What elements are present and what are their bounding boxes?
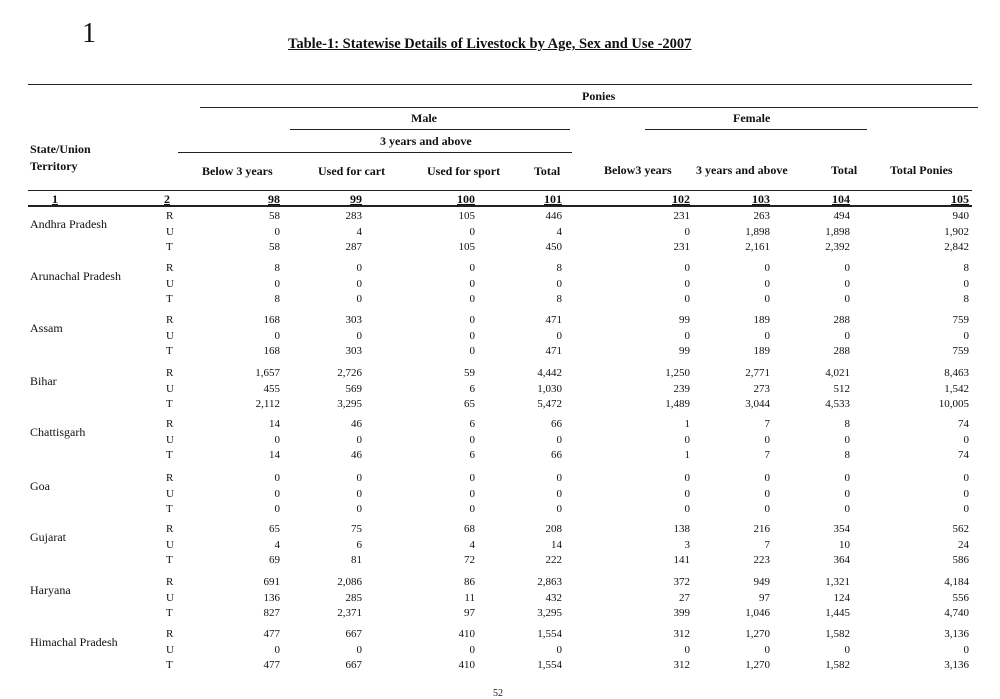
table-cell: 0 <box>274 487 280 500</box>
table-cell: 0 <box>844 433 850 446</box>
table-cell: 4 <box>274 538 280 551</box>
table-cell: 1,554 <box>537 628 562 640</box>
table-cell: 667 <box>345 659 362 671</box>
table-cell: 0 <box>274 433 280 446</box>
area-code: T <box>166 398 173 410</box>
state-name: Assam <box>30 321 63 335</box>
table-cell: 1,445 <box>825 607 850 619</box>
table-cell: 0 <box>556 277 562 290</box>
table-cell: 222 <box>545 554 562 566</box>
table-cell: 263 <box>753 210 770 222</box>
column-number: 2 <box>164 192 170 206</box>
table-cell: 477 <box>263 628 280 640</box>
table-cell: 74 <box>958 449 969 461</box>
state-name: Andhra Pradesh <box>30 217 107 231</box>
column-number: 99 <box>350 192 362 206</box>
table-cell: 66 <box>551 449 562 461</box>
area-code: T <box>166 607 173 619</box>
table-cell: 72 <box>464 554 475 566</box>
table-cell: 8 <box>556 293 562 305</box>
table-cell: 1,046 <box>745 607 770 619</box>
table-cell: 0 <box>844 503 850 515</box>
table-cell: 288 <box>833 314 850 326</box>
area-code: T <box>166 503 173 515</box>
table-cell: 586 <box>952 554 969 566</box>
table-cell: 1,270 <box>745 659 770 671</box>
table-cell: 1,321 <box>825 576 850 588</box>
table-cell: 446 <box>545 210 562 222</box>
table-cell: 8,463 <box>944 367 969 379</box>
table-cell: 1,250 <box>665 367 690 379</box>
table-cell: 0 <box>556 503 562 515</box>
table-cell: 0 <box>356 503 362 515</box>
header-female-3plus: 3 years and above <box>696 163 788 177</box>
table-cell: 2,726 <box>337 367 362 379</box>
column-number: 102 <box>672 192 690 206</box>
area-code: U <box>166 591 174 604</box>
header-total-ponies: Total Ponies <box>890 163 953 177</box>
table-cell: 0 <box>274 503 280 515</box>
table-cell: 2,392 <box>825 241 850 253</box>
table-cell: 399 <box>673 607 690 619</box>
table-cell: 8 <box>963 293 969 305</box>
table-cell: 7 <box>764 449 770 461</box>
table-cell: 1,542 <box>944 382 969 395</box>
page-footer: 52 <box>493 688 503 699</box>
table-cell: 2,863 <box>537 576 562 588</box>
table-cell: 303 <box>345 345 362 357</box>
table-cell: 0 <box>963 503 969 515</box>
table-cell: 136 <box>263 591 280 604</box>
table-cell: 0 <box>274 643 280 656</box>
table-cell: 562 <box>952 523 969 535</box>
state-name: Gujarat <box>30 530 66 544</box>
table-cell: 0 <box>764 503 770 515</box>
area-code: U <box>166 538 174 551</box>
area-code: U <box>166 643 174 656</box>
table-cell: 273 <box>753 382 770 395</box>
table-cell: 231 <box>673 241 690 253</box>
table-cell: 168 <box>263 345 280 357</box>
table-cell: 3,295 <box>537 607 562 619</box>
rule-top <box>28 84 972 85</box>
table-cell: 0 <box>469 262 475 274</box>
table-cell: 410 <box>458 659 475 671</box>
table-cell: 0 <box>469 293 475 305</box>
table-cell: 58 <box>269 210 280 222</box>
table-cell: 2,371 <box>337 607 362 619</box>
table-cell: 0 <box>764 643 770 656</box>
table-cell: 4,740 <box>944 607 969 619</box>
table-cell: 0 <box>356 293 362 305</box>
table-cell: 7 <box>764 538 770 551</box>
table-cell: 471 <box>545 345 562 357</box>
table-cell: 0 <box>356 433 362 446</box>
table-cell: 0 <box>764 472 770 484</box>
table-cell: 24 <box>958 538 969 551</box>
table-cell: 8 <box>844 418 850 430</box>
table-cell: 6 <box>469 418 475 430</box>
table-cell: 0 <box>356 329 362 342</box>
table-cell: 8 <box>844 449 850 461</box>
table-cell: 471 <box>545 314 562 326</box>
table-cell: 4,533 <box>825 398 850 410</box>
area-code: U <box>166 329 174 342</box>
table-cell: 285 <box>345 591 362 604</box>
table-cell: 14 <box>551 538 562 551</box>
table-cell: 10,005 <box>938 398 969 410</box>
table-cell: 303 <box>345 314 362 326</box>
table-cell: 0 <box>684 262 690 274</box>
state-name: Arunachal Pradesh <box>30 269 121 283</box>
table-cell: 0 <box>469 225 475 238</box>
table-cell: 0 <box>274 472 280 484</box>
table-title: Table-1: Statewise Details of Livestock by Age, Sex and Use -2007 <box>288 36 692 52</box>
table-cell: 0 <box>684 472 690 484</box>
table-cell: 288 <box>833 345 850 357</box>
table-cell: 455 <box>263 382 280 395</box>
table-cell: 14 <box>269 418 280 430</box>
table-cell: 27 <box>679 591 690 604</box>
table-cell: 97 <box>759 591 770 604</box>
table-cell: 0 <box>684 643 690 656</box>
header-state-line1: State/Union <box>30 142 91 156</box>
area-code: R <box>166 418 174 430</box>
table-cell: 2,161 <box>745 241 770 253</box>
table-cell: 3,044 <box>745 398 770 410</box>
table-cell: 477 <box>263 659 280 671</box>
area-code: R <box>166 472 174 484</box>
column-number: 98 <box>268 192 280 206</box>
header-used-cart: Used for cart <box>318 164 386 178</box>
header-state-line2: Territory <box>30 159 78 173</box>
table-cell: 0 <box>963 472 969 484</box>
area-code: T <box>166 554 173 566</box>
state-name: Himachal Pradesh <box>30 635 118 649</box>
table-cell: 97 <box>464 607 475 619</box>
table-cell: 189 <box>753 345 770 357</box>
table-cell: 0 <box>556 643 562 656</box>
table-cell: 1,898 <box>745 225 770 238</box>
header-male: Male <box>411 111 437 125</box>
table-cell: 0 <box>844 262 850 274</box>
table-cell: 0 <box>963 433 969 446</box>
state-name: Chattisgarh <box>30 425 86 439</box>
table-cell: 105 <box>458 210 475 222</box>
table-cell: 0 <box>556 487 562 500</box>
rule-ponies <box>200 107 978 108</box>
area-code: U <box>166 382 174 395</box>
area-code: R <box>166 210 174 222</box>
table-cell: 124 <box>833 591 850 604</box>
state-name: Goa <box>30 479 50 493</box>
table-cell: 949 <box>753 576 770 588</box>
header-below-3: Below 3 years <box>202 164 273 178</box>
table-cell: 86 <box>464 576 475 588</box>
table-cell: 450 <box>545 241 562 253</box>
table-cell: 0 <box>684 487 690 500</box>
table-cell: 208 <box>545 523 562 535</box>
table-cell: 1,657 <box>255 367 280 379</box>
table-cell: 7 <box>764 418 770 430</box>
table-cell: 0 <box>963 487 969 500</box>
area-code: R <box>166 367 174 379</box>
column-number: 101 <box>544 192 562 206</box>
table-cell: 46 <box>351 418 362 430</box>
area-code: U <box>166 433 174 446</box>
header-female: Female <box>733 111 771 125</box>
table-cell: 59 <box>464 367 475 379</box>
table-cell: 1,270 <box>745 628 770 640</box>
table-cell: 410 <box>458 628 475 640</box>
area-code: R <box>166 314 174 326</box>
table-cell: 75 <box>351 523 362 535</box>
table-cell: 0 <box>556 472 562 484</box>
table-cell: 138 <box>673 523 690 535</box>
area-code: R <box>166 628 174 640</box>
table-cell: 1,582 <box>825 628 850 640</box>
table-cell: 0 <box>764 293 770 305</box>
table-cell: 287 <box>345 241 362 253</box>
table-cell: 0 <box>356 262 362 274</box>
table-cell: 759 <box>952 314 969 326</box>
table-cell: 1,030 <box>537 382 562 395</box>
table-cell: 141 <box>673 554 690 566</box>
table-cell: 99 <box>679 314 690 326</box>
table-cell: 65 <box>464 398 475 410</box>
table-cell: 239 <box>673 382 690 395</box>
table-cell: 312 <box>673 628 690 640</box>
table-cell: 4 <box>556 225 562 238</box>
table-cell: 8 <box>556 262 562 274</box>
table-cell: 81 <box>351 554 362 566</box>
area-code: U <box>166 225 174 238</box>
table-cell: 827 <box>263 607 280 619</box>
table-cell: 0 <box>684 433 690 446</box>
table-cell: 354 <box>833 523 850 535</box>
header-used-sport: Used for sport <box>427 164 501 178</box>
area-code: T <box>166 241 173 253</box>
table-cell: 11 <box>464 591 475 604</box>
table-cell: 0 <box>469 643 475 656</box>
table-cell: 6 <box>469 382 475 395</box>
column-number: 100 <box>457 192 475 206</box>
table-cell: 667 <box>345 628 362 640</box>
table-cell: 0 <box>469 503 475 515</box>
table-cell: 0 <box>469 314 475 326</box>
table-cell: 0 <box>764 487 770 500</box>
rule-3plus <box>178 152 572 153</box>
header-female-below3: Below3 years <box>604 163 672 177</box>
table-cell: 0 <box>556 433 562 446</box>
table-cell: 231 <box>673 210 690 222</box>
table-cell: 0 <box>963 643 969 656</box>
table-cell: 0 <box>274 329 280 342</box>
page-number: 1 <box>82 18 96 49</box>
table-cell: 0 <box>844 277 850 290</box>
table-cell: 8 <box>963 262 969 274</box>
table-cell: 1,898 <box>825 225 850 238</box>
table-cell: 940 <box>952 210 969 222</box>
table-cell: 6 <box>356 538 362 551</box>
table-cell: 0 <box>963 277 969 290</box>
table-cell: 0 <box>356 277 362 290</box>
table-cell: 2,771 <box>745 367 770 379</box>
table-cell: 0 <box>469 277 475 290</box>
area-code: T <box>166 293 173 305</box>
table-cell: 0 <box>469 329 475 342</box>
table-cell: 494 <box>833 210 850 222</box>
table-cell: 432 <box>545 591 562 604</box>
table-cell: 556 <box>952 591 969 604</box>
table-cell: 372 <box>673 576 690 588</box>
table-cell: 4,184 <box>944 576 969 588</box>
area-code: R <box>166 523 174 535</box>
table-cell: 69 <box>269 554 280 566</box>
table-cell: 74 <box>958 418 969 430</box>
rule-header-bottom <box>28 190 972 191</box>
table-cell: 0 <box>764 262 770 274</box>
table-cell: 569 <box>345 382 362 395</box>
table-cell: 1 <box>684 449 690 461</box>
column-number: 105 <box>951 192 969 206</box>
table-cell: 2,112 <box>255 398 280 410</box>
table-cell: 364 <box>833 554 850 566</box>
table-cell: 66 <box>551 418 562 430</box>
header-ponies: Ponies <box>582 89 616 103</box>
rule-male <box>290 129 570 130</box>
area-code: T <box>166 449 173 461</box>
table-cell: 3,295 <box>337 398 362 410</box>
state-name: Haryana <box>30 583 71 597</box>
column-number: 104 <box>832 192 850 206</box>
table-cell: 0 <box>844 293 850 305</box>
table-cell: 5,472 <box>537 398 562 410</box>
table-cell: 99 <box>679 345 690 357</box>
table-cell: 0 <box>764 433 770 446</box>
table-cell: 0 <box>684 225 690 238</box>
area-code: U <box>166 487 174 500</box>
table-cell: 105 <box>458 241 475 253</box>
table-cell: 0 <box>684 329 690 342</box>
area-code: R <box>166 262 174 274</box>
area-code: T <box>166 345 173 357</box>
rule-female <box>645 129 867 130</box>
table-cell: 0 <box>469 433 475 446</box>
table-cell: 0 <box>274 225 280 238</box>
table-cell: 3 <box>684 538 690 551</box>
table-cell: 1,554 <box>537 659 562 671</box>
table-cell: 0 <box>684 277 690 290</box>
table-cell: 0 <box>469 472 475 484</box>
table-cell: 0 <box>963 329 969 342</box>
table-cell: 6 <box>469 449 475 461</box>
table-cell: 0 <box>356 643 362 656</box>
table-cell: 0 <box>356 472 362 484</box>
table-cell: 0 <box>844 472 850 484</box>
table-cell: 3,136 <box>944 659 969 671</box>
table-cell: 0 <box>684 503 690 515</box>
table-cell: 4,021 <box>825 367 850 379</box>
table-cell: 691 <box>263 576 280 588</box>
table-cell: 1,902 <box>944 225 969 238</box>
table-cell: 8 <box>274 262 280 274</box>
area-code: R <box>166 576 174 588</box>
table-cell: 216 <box>753 523 770 535</box>
table-cell: 3,136 <box>944 628 969 640</box>
table-cell: 10 <box>839 538 850 551</box>
table-cell: 4,442 <box>537 367 562 379</box>
table-cell: 512 <box>833 382 850 395</box>
table-cell: 14 <box>269 449 280 461</box>
table-cell: 759 <box>952 345 969 357</box>
table-cell: 0 <box>764 277 770 290</box>
table-cell: 0 <box>356 487 362 500</box>
table-cell: 1,582 <box>825 659 850 671</box>
table-cell: 0 <box>274 277 280 290</box>
table-cell: 65 <box>269 523 280 535</box>
table-cell: 168 <box>263 314 280 326</box>
table-cell: 312 <box>673 659 690 671</box>
state-name: Bihar <box>30 374 57 388</box>
table-cell: 0 <box>764 329 770 342</box>
header-3-years-above: 3 years and above <box>380 134 472 148</box>
table-cell: 0 <box>469 487 475 500</box>
table-cell: 223 <box>753 554 770 566</box>
table-cell: 0 <box>844 487 850 500</box>
table-cell: 2,086 <box>337 576 362 588</box>
table-cell: 1,489 <box>665 398 690 410</box>
table-cell: 0 <box>844 329 850 342</box>
table-cell: 4 <box>469 538 475 551</box>
table-cell: 68 <box>464 523 475 535</box>
table-cell: 189 <box>753 314 770 326</box>
column-number: 1 <box>52 192 58 206</box>
table-cell: 1 <box>684 418 690 430</box>
area-code: U <box>166 277 174 290</box>
area-code: T <box>166 659 173 671</box>
column-number: 103 <box>752 192 770 206</box>
table-cell: 46 <box>351 449 362 461</box>
header-total-male: Total <box>534 164 561 178</box>
table-cell: 0 <box>556 329 562 342</box>
header-female-total: Total <box>831 163 858 177</box>
table-cell: 283 <box>345 210 362 222</box>
table-cell: 8 <box>274 293 280 305</box>
table-cell: 0 <box>469 345 475 357</box>
table-cell: 2,842 <box>944 241 969 253</box>
table-cell: 0 <box>684 293 690 305</box>
table-cell: 4 <box>356 225 362 238</box>
table-cell: 0 <box>844 643 850 656</box>
table-cell: 58 <box>269 241 280 253</box>
